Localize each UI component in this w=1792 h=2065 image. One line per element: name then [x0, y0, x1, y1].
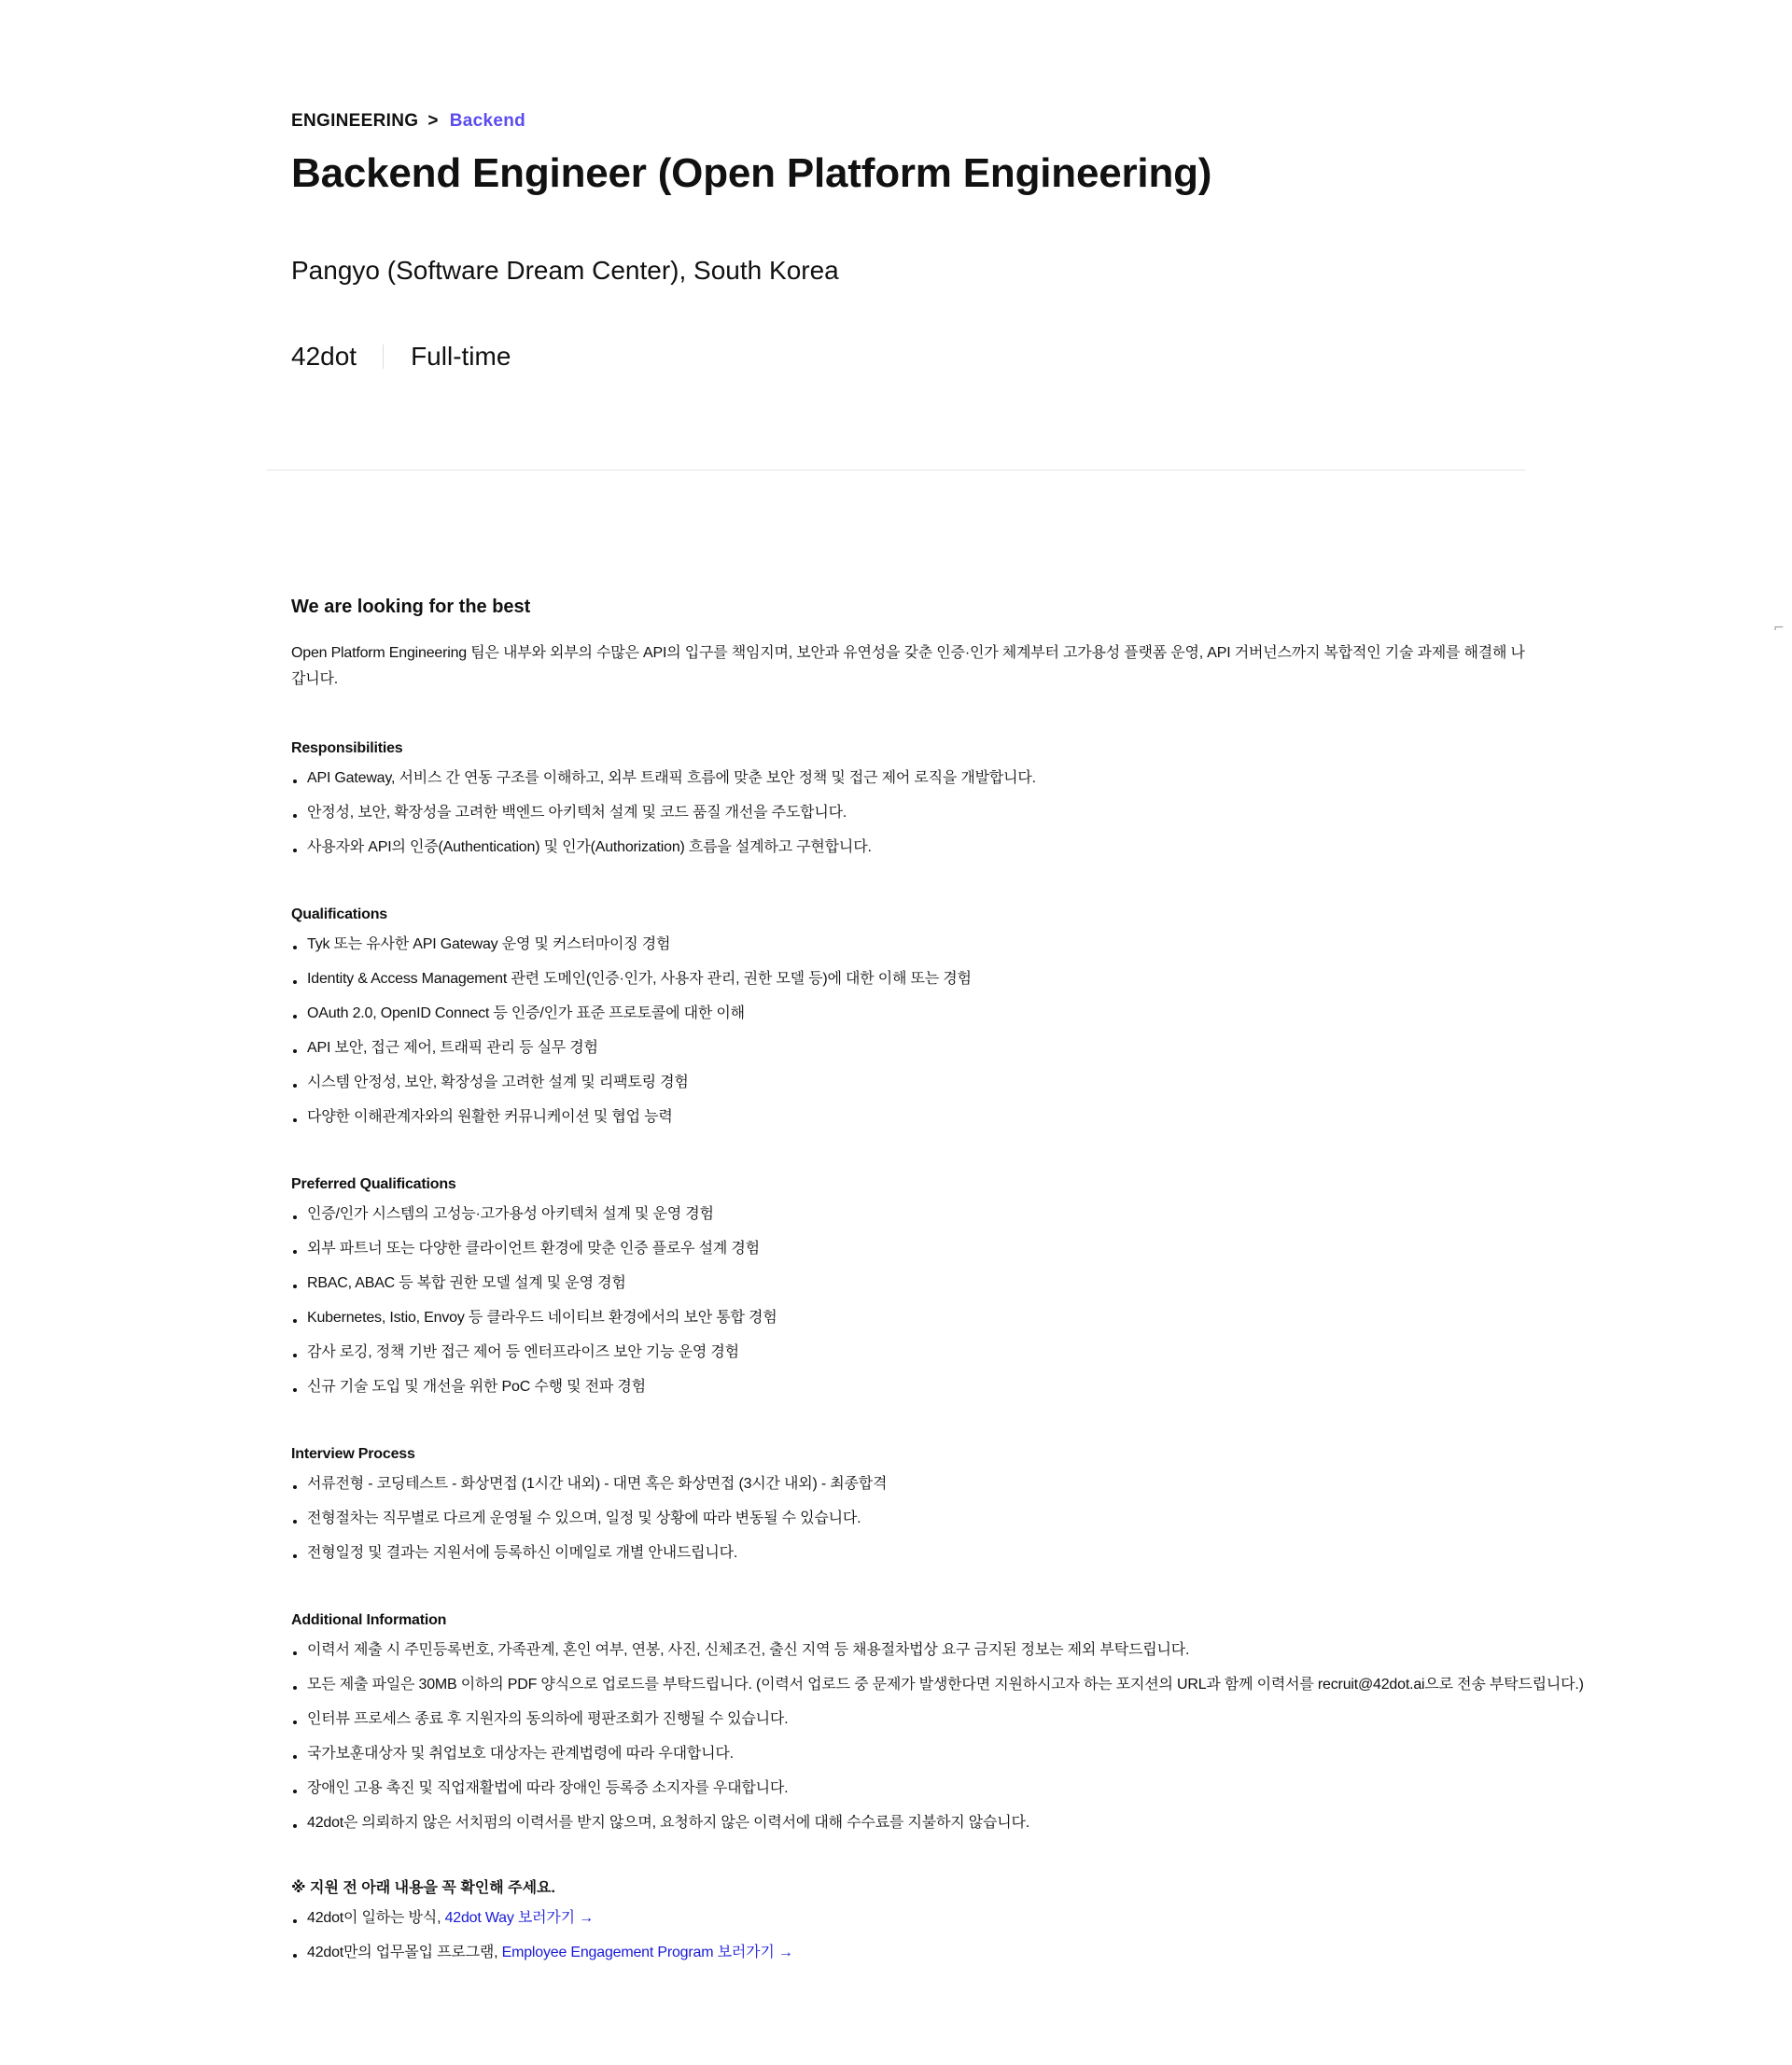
interview-process-list — [291, 1473, 1533, 1565]
page-title: Backend Engineer (Open Platform Engineering) — [291, 150, 1212, 196]
notice-text: 42dot이 일하는 방식, — [307, 1910, 445, 1926]
notice-text: 42dot만의 업무몰입 프로그램, — [307, 1945, 502, 1960]
job-location: Pangyo (Software Dream Center), South Korea — [291, 256, 839, 285]
preferred-qualifications-section — [291, 1173, 1533, 1398]
list-item: 모든 제출 파일은 30MB 이하의 PDF 양식으로 업로드를 부탁드립니다. (이력서 업로드 중 문제가 발생한다면 지원하시고자 하는 포지션의 URL과 함께 이력서를 recruit@42dot.ai으로 전송 부탁드립니다.) — [291, 1674, 1533, 1696]
list-item: 전형절차는 직무별로 다르게 운영될 수 있으며, 일정 및 상황에 따라 변동될 수 있습니다. — [291, 1508, 1533, 1530]
job-meta — [291, 340, 1505, 373]
section-title: Additional Information — [291, 1612, 447, 1628]
notice-title: ※ 지원 전 아래 내용을 꼭 확인해 주세요. — [291, 1880, 555, 1896]
breadcrumb-root[interactable]: ENGINEERING — [291, 111, 419, 131]
notice-list — [291, 1907, 1533, 1964]
additional-information-section — [291, 1609, 1584, 1834]
breadcrumb-separator: > — [427, 111, 439, 131]
responsibilities-list — [291, 767, 1533, 859]
scroll-edge-icon: ⌐ — [1773, 621, 1785, 636]
section-title: Responsibilities — [291, 740, 403, 756]
preferred-qualifications-list — [291, 1203, 1533, 1398]
42dot-way-link[interactable]: 42dot Way 보러가기 → — [444, 1910, 594, 1926]
section-title: Qualifications — [291, 906, 387, 922]
meta-divider — [383, 344, 384, 369]
company-name: 42dot — [291, 342, 357, 371]
intro-heading: We are looking for the best — [291, 597, 531, 617]
breadcrumb-current[interactable]: Backend — [449, 111, 526, 131]
list-item — [291, 1907, 1533, 1930]
header-divider — [266, 470, 1526, 471]
list-item: OAuth 2.0, OpenID Connect 등 인증/인가 표준 프로토콜에 대한 이해 — [291, 1003, 1533, 1025]
list-item: 사용자와 API의 인증(Authentication) 및 인가(Authorization) 흐름을 설계하고 구현합니다. — [291, 836, 1533, 859]
section-title: Preferred Qualifications — [291, 1176, 456, 1192]
interview-process-section — [291, 1443, 1533, 1565]
list-item: 시스템 안정성, 보안, 확장성을 고려한 설계 및 리팩토링 경험 — [291, 1072, 1533, 1094]
list-item: Identity & Access Management 관련 도메인(인증·인가, 사용자 관리, 권한 모델 등)에 대한 이해 또는 경험 — [291, 968, 1533, 990]
list-item: 감사 로깅, 정책 기반 접근 제어 등 엔터프라이즈 보안 기능 운영 경험 — [291, 1342, 1533, 1364]
employee-engagement-program-link[interactable]: Employee Engagement Program 보러가기 → — [501, 1945, 793, 1960]
list-item: 인터뷰 프로세스 종료 후 지원자의 동의하에 평판조회가 진행될 수 있습니다. — [291, 1708, 1533, 1731]
qualifications-list — [291, 934, 1533, 1129]
list-item: API 보안, 접근 제어, 트래픽 관리 등 실무 경험 — [291, 1037, 1533, 1060]
qualifications-section — [291, 904, 1533, 1129]
list-item: 전형일정 및 결과는 지원서에 등록하신 이메일로 개별 안내드립니다. — [291, 1542, 1533, 1565]
list-item: 국가보훈대상자 및 취업보호 대상자는 관계법령에 따라 우대합니다. — [291, 1743, 1533, 1765]
list-item: RBAC, ABAC 등 복합 권한 모델 설계 및 운영 경험 — [291, 1272, 1533, 1295]
employment-type: Full-time — [411, 342, 511, 371]
list-item: 서류전형 - 코딩테스트 - 화상면접 (1시간 내외) - 대면 혹은 화상면접 (3시간 내외) - 최종합격 — [291, 1473, 1533, 1496]
section-title: Interview Process — [291, 1446, 415, 1462]
intro-text: Open Platform Engineering 팀은 내부와 외부의 수많은 API의 입구를 책임지며, 보안과 유연성을 갖춘 인증·인가 체계부터 고가용성 플랫폼 운영, API 거버넌스까지 복합적인 기술 과제를 해결해 나갑니다. — [291, 645, 1525, 687]
list-item — [291, 1942, 1533, 1964]
list-item: 다양한 이해관계자와의 원활한 커뮤니케이션 및 협업 능력 — [291, 1106, 1533, 1129]
responsibilities-section — [291, 738, 1533, 859]
list-item: 안정성, 보안, 확장성을 고려한 백엔드 아키텍처 설계 및 코드 품질 개선을 주도합니다. — [291, 802, 1533, 824]
list-item: Kubernetes, Istio, Envoy 등 클라우드 네이티브 환경에서의 보안 통합 경험 — [291, 1307, 1533, 1329]
job-description — [291, 594, 1584, 1964]
list-item: 장애인 고용 촉진 및 직업재활법에 따라 장애인 등록증 소지자를 우대합니다. — [291, 1777, 1533, 1800]
list-item: API Gateway, 서비스 간 연동 구조를 이해하고, 외부 트래픽 흐름에 맞춘 보안 정책 및 접근 제어 로직을 개발합니다. — [291, 767, 1533, 790]
list-item: 이력서 제출 시 주민등록번호, 가족관계, 혼인 여부, 연봉, 사진, 신체조건, 출신 지역 등 채용절차법상 요구 금지된 정보는 제외 부탁드립니다. — [291, 1639, 1533, 1662]
list-item: 인증/인가 시스템의 고성능·고가용성 아키텍처 설계 및 운영 경험 — [291, 1203, 1533, 1226]
job-header — [291, 108, 1505, 373]
list-item: 신규 기술 도입 및 개선을 위한 PoC 수행 및 전파 경험 — [291, 1376, 1533, 1398]
list-item: 42dot은 의뢰하지 않은 서치펌의 이력서를 받지 않으며, 요청하지 않은 이력서에 대해 수수료를 지불하지 않습니다. — [291, 1812, 1533, 1834]
list-item: Tyk 또는 유사한 API Gateway 운영 및 커스터마이징 경험 — [291, 934, 1533, 956]
breadcrumb — [291, 108, 1505, 134]
list-item: 외부 파트너 또는 다양한 클라이언트 환경에 맞춘 인증 플로우 설계 경험 — [291, 1238, 1533, 1260]
additional-information-list — [291, 1639, 1584, 1834]
